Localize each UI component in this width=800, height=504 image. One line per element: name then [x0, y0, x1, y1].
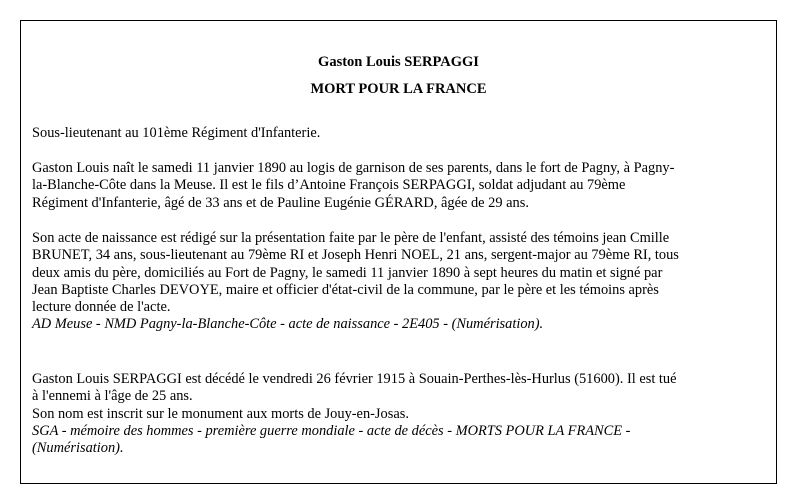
text-line: Gaston Louis naît le samedi 11 janvier 1890 au logis de garnison de ses parents, dans le fort de Pagny, à Pagny- — [32, 160, 675, 176]
text-line: Son acte de naissance est rédigé sur la présentation faite par le père de l'enfant, assisté des témoins jean Cmille — [32, 230, 670, 246]
mention-heading: MORT POUR LA FRANCE — [310, 81, 487, 97]
text-line: deux amis du père, domiciliés au Fort de Pagny, le samedi 11 janvier 1890 à sept heures du matin et signé par — [32, 264, 663, 281]
death-source-citation: (Numérisation). — [32, 440, 124, 457]
death-source-citation: SGA - mémoire des hommes - première guerre mondiale - acte de décès - MORTS POUR LA FRANCE - — [32, 422, 631, 439]
text-line: Sous-lieutenant au 101ème Régiment d'Infanterie. — [32, 125, 321, 141]
text-line: lecture donnée de l'acte. — [32, 299, 171, 316]
text-line: Régiment d'Infanterie, âgé de 33 ans et de Pauline Eugénie GÉRARD, âgée de 29 ans. — [32, 194, 529, 211]
text-line: Gaston Louis SERPAGGI est décédé le vendredi 26 février 1915 à Souain-Perthes-lès-Hurlus (51600). Il est tué — [32, 371, 677, 387]
text-line: BRUNET, 34 ans, sous-lieutenant au 79ème RI et Joseph Henri NOEL, 21 ans, sergent-major au 79ème RI, tous — [32, 247, 679, 264]
person-name-heading: Gaston Louis SERPAGGI — [318, 54, 479, 70]
birth-source-citation: AD Meuse - NMD Pagny-la-Blanche-Côte - acte de naissance - 2E405 - (Numérisation). — [32, 316, 544, 333]
text-line: la-Blanche-Côte dans la Meuse. Il est le fils d’Antoine François SERPAGGI, soldat adjudant au 79ème — [32, 177, 626, 194]
document-frame — [20, 20, 777, 484]
text-line: Son nom est inscrit sur le monument aux morts de Jouy-en-Josas. — [32, 405, 409, 422]
death-paragraph — [32, 371, 770, 457]
birth-paragraph — [32, 160, 770, 212]
birth-act-paragraph — [32, 230, 770, 334]
rank-paragraph — [32, 125, 770, 142]
text-line: Jean Baptiste Charles DEVOYE, maire et officier d'état-civil de la commune, par le père et les témoins après — [32, 281, 659, 298]
text-line: à l'ennemi à l'âge de 25 ans. — [32, 388, 193, 405]
